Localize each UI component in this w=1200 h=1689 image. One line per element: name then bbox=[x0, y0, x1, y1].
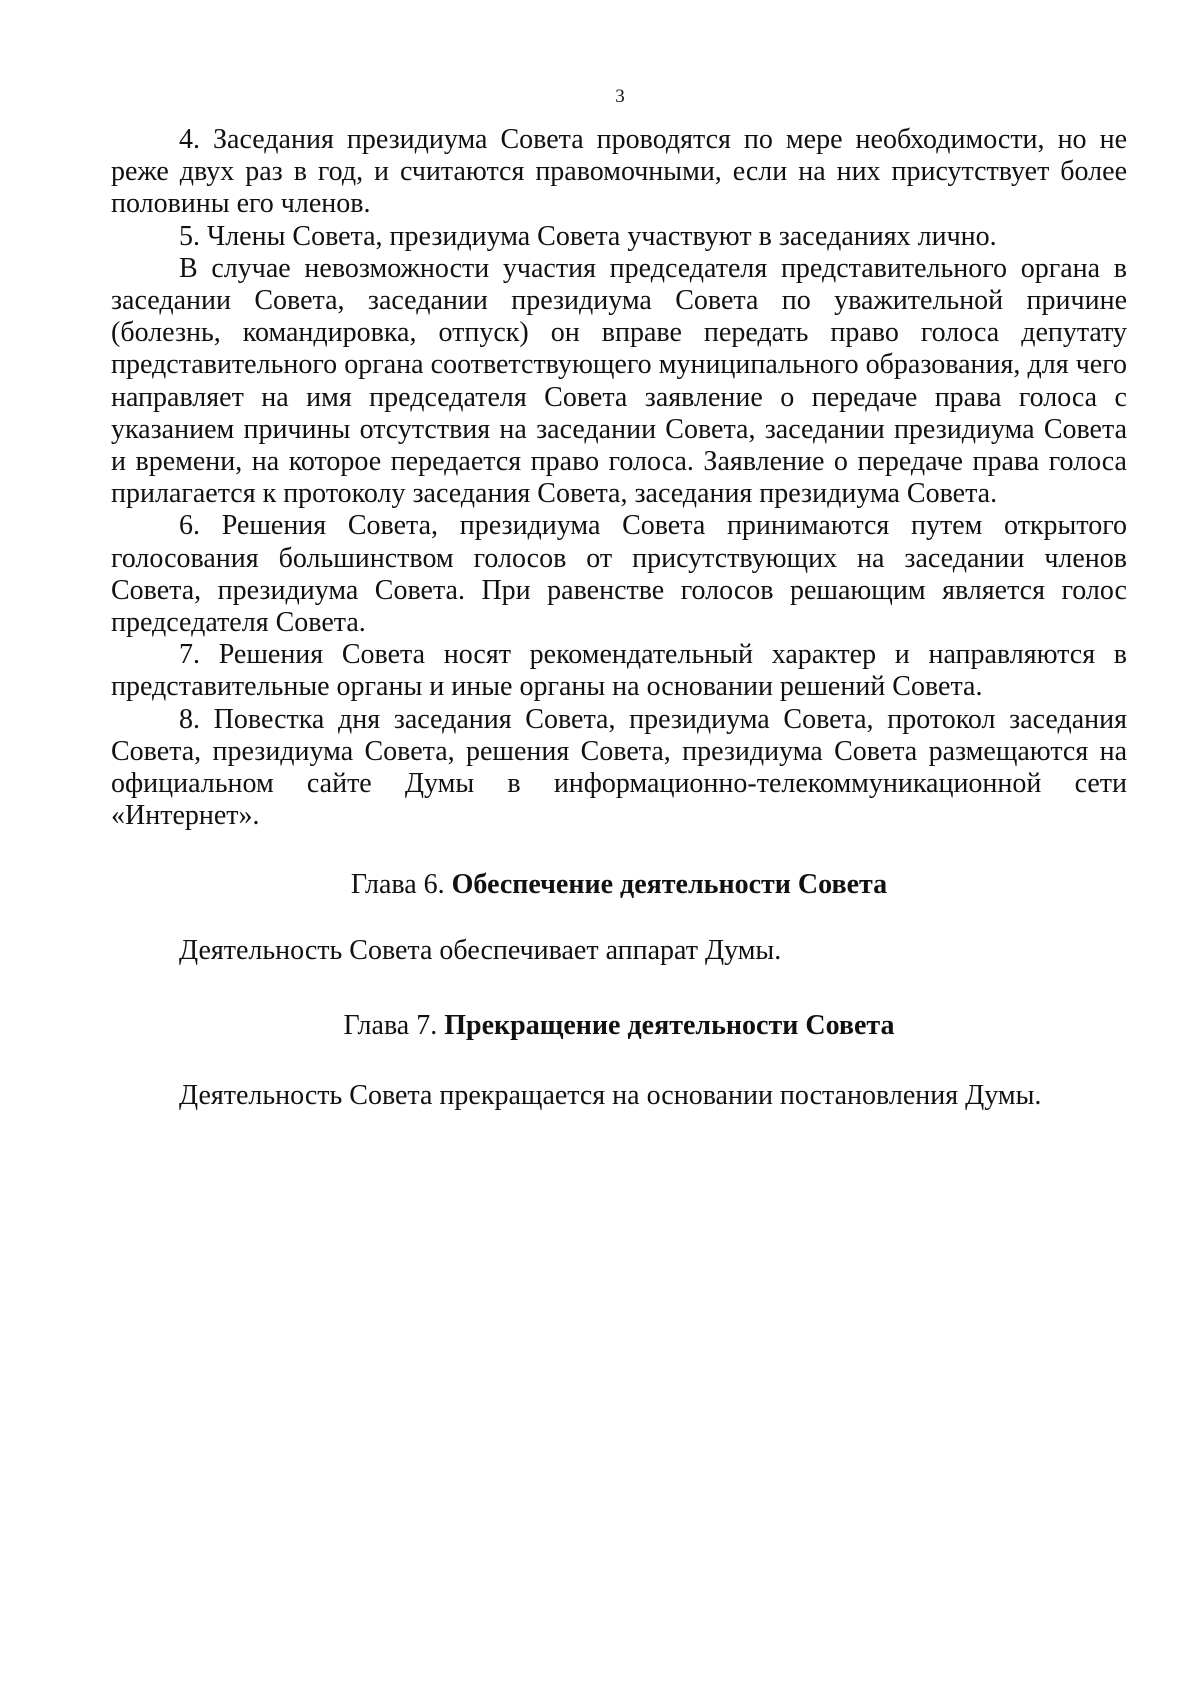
chapter-7-prefix: Глава 7. bbox=[343, 1009, 445, 1041]
chapter-6-prefix: Глава 6. bbox=[350, 869, 452, 901]
chapter-6-title: Обеспечение деятельности Совета bbox=[451, 869, 888, 901]
chapter-6-text: Деятельность Совета обеспечивает аппарат Думы. bbox=[179, 935, 782, 967]
document-body bbox=[111, 124, 1127, 1112]
paragraph-item-5: 5. Члены Совета, президиума Совета участвуют в заседаниях лично. bbox=[179, 220, 997, 252]
page-number: 3 bbox=[615, 86, 625, 107]
chapter-7-heading bbox=[111, 1009, 1127, 1043]
chapter-6-heading bbox=[111, 868, 1127, 902]
paragraph-item-4: 4. Заседания президиума Совета проводятся по мере необходимости, но не реже двух раз в год, и считаются правомочными, если на них присутствует более половины его членов. bbox=[111, 124, 1127, 220]
chapter-7-text: Деятельность Совета прекращается на основании постановления Думы. bbox=[179, 1079, 1042, 1111]
paragraph-item-7: 7. Решения Совета носят рекомендательный характер и направляются в представительные органы и иные органы на основании решений Совета. bbox=[111, 639, 1127, 703]
chapter-7-title: Прекращение деятельности Совета bbox=[444, 1009, 895, 1041]
paragraph-item-8: 8. Повестка дня заседания Совета, президиума Совета, протокол заседания Совета, президиума Совета, решения Совета, президиума Совета размещаются на официальном сайте Думы в информационно-телекоммуникационной сети «Интернет». bbox=[111, 703, 1127, 832]
paragraph-proxy-vote: В случае невозможности участия председателя представительного органа в заседании Совета, заседании президиума Совета по уважительной причине (болезнь, командировка, отпуск) он вправе передать право голоса депутату представительного органа соответствующего муниципального образования, для чего направляет на имя председателя Совета заявление о передаче права голоса с указанием причины отсутствия на заседании Совета, заседании президиума Совета и времени, на которое передается право голоса. Заявление о передаче права голоса прилагается к протоколу заседания Совета, заседания президиума Совета. bbox=[111, 252, 1127, 510]
paragraph-item-6: 6. Решения Совета, президиума Совета принимаются путем открытого голосования большинством голосов от присутствующих на заседании членов Совета, президиума Совета. При равенстве голосов решающим является голос председателя Совета. bbox=[111, 510, 1127, 639]
